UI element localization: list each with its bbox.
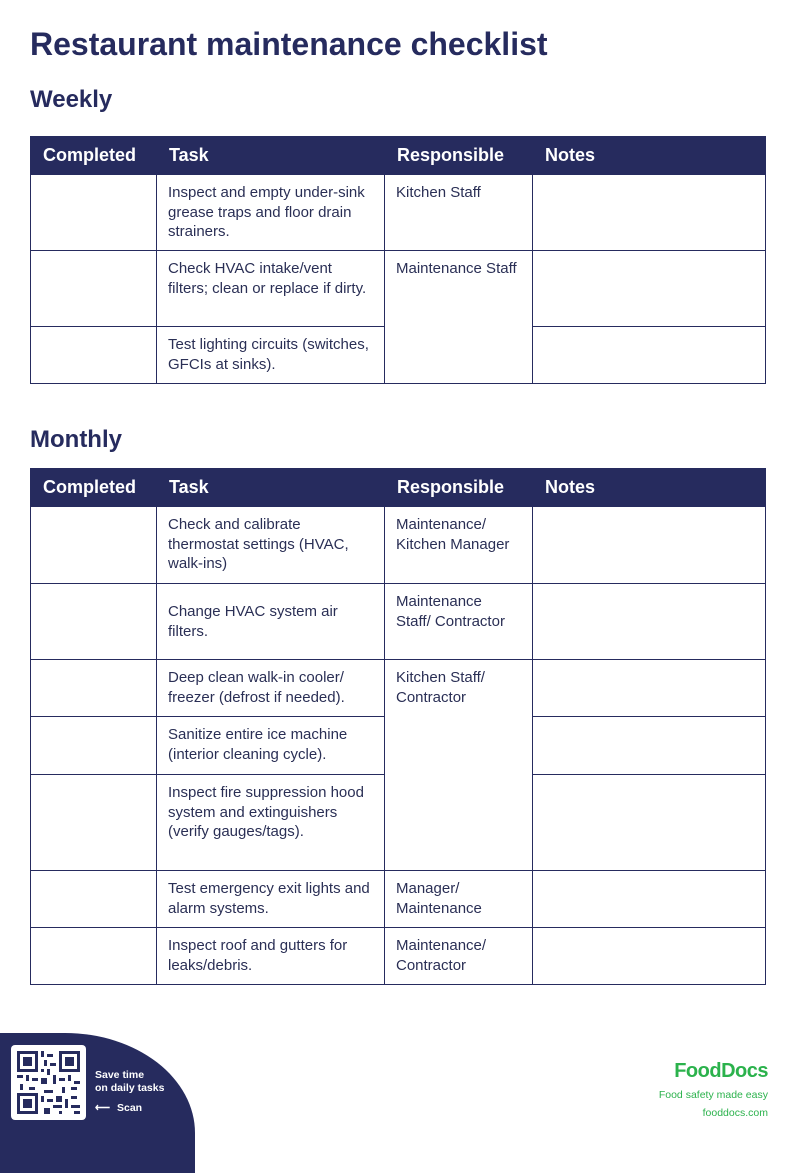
scan-row [95, 1102, 142, 1114]
table-row [31, 928, 766, 985]
header-responsible: Responsible [385, 137, 533, 175]
fooddocs-logo[interactable]: FoodDocs [674, 1060, 768, 1082]
completed-cell[interactable] [31, 584, 157, 660]
responsible-cell: Kitchen Staff [385, 175, 533, 251]
task-cell: Inspect roof and gutters for leaks/debris. [157, 928, 385, 985]
qr-code[interactable] [11, 1045, 86, 1120]
header-responsible: Responsible [385, 469, 533, 507]
notes-cell[interactable] [533, 871, 766, 928]
responsible-cell: Maintenance Staff [385, 251, 533, 384]
completed-cell[interactable] [31, 327, 157, 384]
task-cell: Test lighting circuits (switches, GFCIs at sinks). [157, 327, 385, 384]
task-cell: Deep clean walk-in cooler/ freezer (defrost if needed). [157, 660, 385, 717]
weekly-heading: Weekly [30, 86, 113, 113]
brand-tagline: Food safety made easy [658, 1089, 768, 1101]
monthly-table [30, 468, 766, 985]
brand-url-link[interactable]: fooddocs.com [702, 1107, 768, 1119]
completed-cell[interactable] [31, 928, 157, 985]
table-row [31, 507, 766, 584]
promo-line-2: on daily tasks [95, 1082, 165, 1094]
completed-cell[interactable] [31, 507, 157, 584]
responsible-cell: Manager/ Maintenance [385, 871, 533, 928]
responsible-cell: Maintenance/ Contractor [385, 928, 533, 985]
notes-cell[interactable] [533, 775, 766, 871]
task-cell: Sanitize entire ice machine (interior cleaning cycle). [157, 717, 385, 775]
header-notes: Notes [533, 137, 766, 175]
notes-cell[interactable] [533, 251, 766, 327]
table-row [31, 660, 766, 717]
notes-cell[interactable] [533, 175, 766, 251]
notes-cell[interactable] [533, 584, 766, 660]
task-cell: Inspect fire suppression hood system and extinguishers (verify gauges/tags). [157, 775, 385, 871]
completed-cell[interactable] [31, 175, 157, 251]
promo-line-1: Save time [95, 1069, 145, 1081]
brand-block [659, 1060, 768, 1119]
header-completed: Completed [31, 469, 157, 507]
table-header-row [31, 469, 766, 507]
promo-text [95, 1069, 164, 1095]
scan-label: Scan [116, 1102, 143, 1114]
header-task: Task [157, 137, 385, 175]
page-title: Restaurant maintenance checklist [30, 26, 548, 62]
table-row [31, 871, 766, 928]
completed-cell[interactable] [31, 717, 157, 775]
responsible-cell: Maintenance/ Kitchen Manager [385, 507, 533, 584]
responsible-cell: Kitchen Staff/ Contractor [385, 660, 533, 871]
task-cell: Inspect and empty under-sink grease traps and floor drain strainers. [157, 175, 385, 251]
notes-cell[interactable] [533, 928, 766, 985]
task-cell: Check HVAC intake/vent filters; clean or replace if dirty. [157, 251, 385, 327]
table-row [31, 251, 766, 327]
task-cell: Test emergency exit lights and alarm systems. [157, 871, 385, 928]
weekly-table [30, 136, 766, 384]
notes-cell[interactable] [533, 717, 766, 775]
notes-cell[interactable] [533, 327, 766, 384]
qr-code-icon [17, 1051, 80, 1114]
completed-cell[interactable] [31, 775, 157, 871]
header-completed: Completed [31, 137, 157, 175]
table-row [31, 584, 766, 660]
table-row [31, 175, 766, 251]
header-task: Task [157, 469, 385, 507]
table-header-row [31, 137, 766, 175]
task-cell: Change HVAC system air filters. [157, 584, 385, 660]
notes-cell[interactable] [533, 660, 766, 717]
arrow-left-icon: ⟵ [95, 1102, 111, 1114]
task-cell: Check and calibrate thermostat settings (HVAC, walk-ins) [157, 507, 385, 584]
completed-cell[interactable] [31, 660, 157, 717]
monthly-heading: Monthly [30, 426, 122, 453]
header-notes: Notes [533, 469, 766, 507]
completed-cell[interactable] [31, 251, 157, 327]
notes-cell[interactable] [533, 507, 766, 584]
responsible-cell: Maintenance Staff/ Contractor [385, 584, 533, 660]
completed-cell[interactable] [31, 871, 157, 928]
